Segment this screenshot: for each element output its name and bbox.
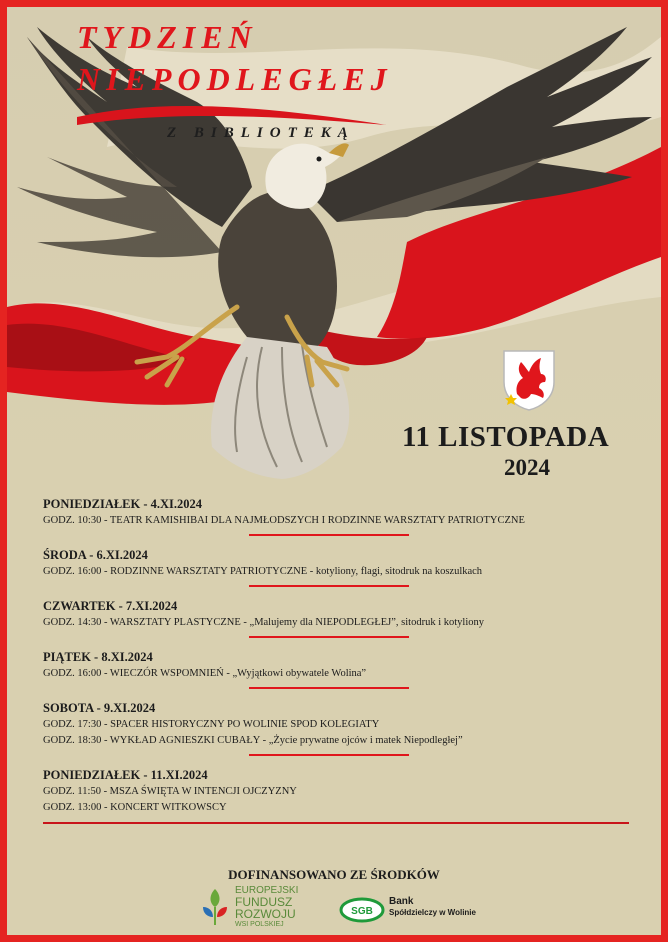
event-item: GODZ. 11:50 - MSZA ŚWIĘTA W INTENCJI OJCZYZNY bbox=[43, 786, 297, 797]
event-item: GODZ. 18:30 - WYKŁAD AGNIESZKI CUBAŁY - „Życie prywatne ojców i matek Niepodległej” bbox=[43, 735, 463, 746]
divider bbox=[249, 636, 409, 638]
divider bbox=[249, 585, 409, 587]
schedule-day bbox=[43, 699, 643, 756]
divider-long bbox=[43, 822, 629, 824]
event-item: GODZ. 10:30 - TEATR KAMISHIBAI DLA NAJMŁODSZYCH I RODZINNE WARSZTATY PATRIOTYCZNE bbox=[43, 515, 525, 526]
event-year: 2024 bbox=[504, 455, 550, 480]
sgb-line: Bank bbox=[389, 896, 414, 907]
schedule-day bbox=[43, 546, 643, 587]
schedule-day bbox=[43, 766, 643, 824]
sponsor-logos bbox=[7, 882, 661, 932]
title-line-3: Z BIBLIOTEKĄ bbox=[167, 125, 355, 141]
divider bbox=[249, 534, 409, 536]
funding-label: DOFINANSOWANO ZE ŚRODKÓW bbox=[228, 867, 440, 882]
day-title: ŚRODA - 6.XI.2024 bbox=[43, 548, 148, 562]
event-item: GODZ. 13:00 - KONCERT WITKOWSCY bbox=[43, 802, 227, 813]
sgb-line: Spółdzielczy w Wolinie bbox=[389, 908, 476, 917]
poster bbox=[7, 7, 661, 935]
event-item: GODZ. 17:30 - SPACER HISTORYCZNY PO WOLINIE SPOD KOLEGIATY bbox=[43, 719, 380, 730]
sgb-badge-text: SGB bbox=[351, 906, 373, 917]
schedule-day bbox=[43, 597, 643, 638]
schedule bbox=[43, 495, 643, 824]
day-title: PONIEDZIAŁEK - 4.XI.2024 bbox=[43, 497, 203, 511]
sgb-logo-text bbox=[389, 896, 476, 918]
efr-line: WSI POLSKIEJ bbox=[235, 921, 284, 928]
day-title: SOBOTA - 9.XI.2024 bbox=[43, 701, 156, 715]
event-date: 11 LISTOPADA bbox=[402, 421, 610, 453]
efr-line: EUROPEJSKI bbox=[235, 885, 299, 896]
event-item: GODZ. 16:00 - WIECZÓR WSPOMNIEŃ - „Wyjątkowi obywatele Wolina” bbox=[43, 668, 367, 679]
sgb-logo-icon bbox=[339, 897, 385, 923]
day-title: CZWARTEK - 7.XI.2024 bbox=[43, 599, 178, 613]
divider bbox=[249, 754, 409, 756]
title-line-1: TYDZIEŃ bbox=[77, 19, 258, 55]
efr-leaves-logo-icon bbox=[199, 887, 231, 927]
schedule-day bbox=[43, 648, 643, 689]
day-title: PONIEDZIAŁEK - 11.XI.2024 bbox=[43, 768, 208, 782]
event-item: GODZ. 14:30 - WARSZTATY PLASTYCZNE - „Malujemy dla NIEPODLEGŁEJ”, sitodruk i kotyliony bbox=[43, 617, 484, 628]
divider bbox=[249, 687, 409, 689]
title-line-2: NIEPODLEGŁEJ bbox=[77, 61, 393, 97]
coat-of-arms-griffin-icon bbox=[501, 348, 557, 412]
day-title: PIĄTEK - 8.XI.2024 bbox=[43, 650, 153, 664]
efr-line: FUNDUSZ bbox=[235, 895, 293, 909]
efr-logo-text bbox=[235, 886, 298, 930]
event-item: GODZ. 16:00 - RODZINNE WARSZTATY PATRIOTYCZNE - kotyliony, flagi, sitodruk na koszulkach bbox=[43, 566, 483, 577]
efr-line: ROZWOJU bbox=[235, 907, 296, 921]
schedule-day bbox=[43, 495, 643, 536]
